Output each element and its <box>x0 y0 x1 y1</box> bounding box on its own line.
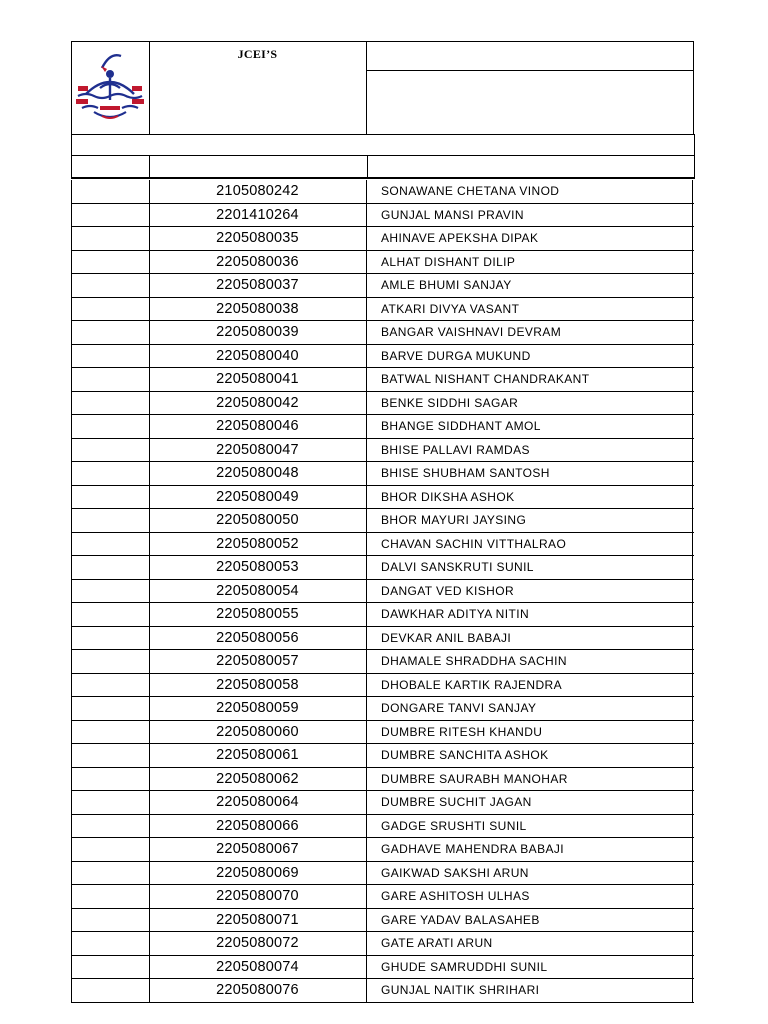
student-name-cell: DUMBRE SANCHITA ASHOK <box>367 744 693 767</box>
serial-cell <box>71 321 150 344</box>
roll-number-cell: 2205080054 <box>149 580 367 603</box>
student-name-cell: DALVI SANSKRUTI SUNIL <box>367 556 693 579</box>
serial-cell <box>71 979 150 1002</box>
table-row <box>71 956 694 980</box>
serial-cell <box>71 556 150 579</box>
serial-cell <box>71 674 150 697</box>
serial-cell <box>71 392 150 415</box>
student-name-cell: GHUDE SAMRUDDHI SUNIL <box>367 956 693 979</box>
table-row <box>71 838 694 862</box>
serial-cell <box>71 838 150 861</box>
college-emblem-icon <box>72 42 149 135</box>
table-row <box>71 486 694 510</box>
table-row <box>71 744 694 768</box>
serial-cell <box>71 462 150 485</box>
serial-cell <box>71 415 150 438</box>
serial-cell <box>71 180 150 203</box>
serial-cell <box>71 439 150 462</box>
roll-number-cell: 2205080037 <box>149 274 367 297</box>
roll-number-cell: 2205080046 <box>149 415 367 438</box>
student-rows <box>71 180 694 1003</box>
serial-cell <box>71 627 150 650</box>
student-name-cell: DEVKAR ANIL BABAJI <box>367 627 693 650</box>
table-row <box>71 439 694 463</box>
roll-number-cell: 2205080035 <box>149 227 367 250</box>
table-row <box>71 227 694 251</box>
table-row <box>71 697 694 721</box>
student-name-cell: GARE YADAV BALASAHEB <box>367 909 693 932</box>
student-name-cell: GARE ASHITOSH ULHAS <box>367 885 693 908</box>
roll-number-cell: 2205080038 <box>149 298 367 321</box>
student-name-cell: DHOBALE KARTIK RAJENDRA <box>367 674 693 697</box>
table-row <box>71 627 694 651</box>
serial-cell <box>71 486 150 509</box>
serial-cell <box>71 227 150 250</box>
serial-cell <box>71 274 150 297</box>
table-row <box>71 932 694 956</box>
student-name-cell: SONAWANE CHETANA VINOD <box>367 180 693 203</box>
roll-number-cell: 2205080069 <box>149 862 367 885</box>
table-row <box>71 204 694 228</box>
table-row <box>71 768 694 792</box>
header-right-top-cell <box>367 41 694 71</box>
header-right-bottom-cell <box>367 70 694 134</box>
student-name-cell: GUNJAL NAITIK SHRIHARI <box>367 979 693 1002</box>
student-name-cell: DUMBRE RITESH KHANDU <box>367 721 693 744</box>
roll-number-cell: 2105080242 <box>149 180 367 203</box>
header-band <box>71 134 695 156</box>
roll-number-cell: 2205080059 <box>149 697 367 720</box>
table-row <box>71 392 694 416</box>
student-name-cell: BARVE DURGA MUKUND <box>367 345 693 368</box>
roll-number-cell: 2201410264 <box>149 204 367 227</box>
serial-cell <box>71 932 150 955</box>
table-row <box>71 321 694 345</box>
roll-number-cell: 2205080039 <box>149 321 367 344</box>
table-row <box>71 180 694 204</box>
roll-number-cell: 2205080060 <box>149 721 367 744</box>
roll-number-cell: 2205080076 <box>149 979 367 1002</box>
student-list-sheet <box>71 41 694 1002</box>
roll-number-cell: 2205080074 <box>149 956 367 979</box>
serial-cell <box>71 744 150 767</box>
student-name-cell: GADGE SRUSHTI SUNIL <box>367 815 693 838</box>
table-row <box>71 368 694 392</box>
serial-cell <box>71 956 150 979</box>
serial-cell <box>71 533 150 556</box>
serial-cell <box>71 345 150 368</box>
student-name-cell: BHOR MAYURI JAYSING <box>367 509 693 532</box>
roll-number-cell: 2205080072 <box>149 932 367 955</box>
table-row <box>71 274 694 298</box>
roll-number-cell: 2205080067 <box>149 838 367 861</box>
table-row <box>71 415 694 439</box>
title-cell <box>149 41 367 135</box>
student-name-cell: ATKARI DIVYA VASANT <box>367 298 693 321</box>
roll-number-cell: 2205080052 <box>149 533 367 556</box>
table-row <box>71 462 694 486</box>
student-name-cell: BHISE PALLAVI RAMDAS <box>367 439 693 462</box>
roll-number-cell: 2205080062 <box>149 768 367 791</box>
roll-number-cell: 2205080041 <box>149 368 367 391</box>
serial-cell <box>71 251 150 274</box>
table-row <box>71 791 694 815</box>
serial-cell <box>71 721 150 744</box>
table-row <box>71 556 694 580</box>
roll-number-cell: 2205080053 <box>149 556 367 579</box>
roll-number-cell: 2205080047 <box>149 439 367 462</box>
serial-cell <box>71 885 150 908</box>
roll-number-cell: 2205080056 <box>149 627 367 650</box>
student-name-cell: GATE ARATI ARUN <box>367 932 693 955</box>
roll-number-cell: 2205080050 <box>149 509 367 532</box>
table-row <box>71 909 694 933</box>
student-name-cell: BATWAL NISHANT CHANDRAKANT <box>367 368 693 391</box>
roll-number-cell: 2205080055 <box>149 603 367 626</box>
serial-cell <box>71 509 150 532</box>
roll-number-cell: 2205080057 <box>149 650 367 673</box>
student-name-cell: DUMBRE SUCHIT JAGAN <box>367 791 693 814</box>
student-name-cell: AHINAVE APEKSHA DIPAK <box>367 227 693 250</box>
serial-cell <box>71 580 150 603</box>
student-name-cell: GADHAVE MAHENDRA BABAJI <box>367 838 693 861</box>
student-name-cell: ALHAT DISHANT DILIP <box>367 251 693 274</box>
student-name-cell: DHAMALE SHRADDHA SACHIN <box>367 650 693 673</box>
serial-cell <box>71 697 150 720</box>
college-name: JCEI’S <box>237 47 278 61</box>
serial-cell <box>71 909 150 932</box>
roll-number-cell: 2205080071 <box>149 909 367 932</box>
table-row <box>71 509 694 533</box>
student-name-cell: DUMBRE SAURABH MANOHAR <box>367 768 693 791</box>
table-row <box>71 862 694 886</box>
serial-cell <box>71 650 150 673</box>
serial-cell <box>71 862 150 885</box>
serial-cell <box>71 768 150 791</box>
student-name-cell: GUNJAL MANSI PRAVIN <box>367 204 693 227</box>
student-name-cell: BANGAR VAISHNAVI DEVRAM <box>367 321 693 344</box>
student-name-cell: BHANGE SIDDHANT AMOL <box>367 415 693 438</box>
student-name-cell: DAWKHAR ADITYA NITIN <box>367 603 693 626</box>
serial-cell <box>71 815 150 838</box>
column-header-row <box>71 156 695 179</box>
student-name-cell: CHAVAN SACHIN VITTHALRAO <box>367 533 693 556</box>
sheet-header <box>71 41 694 135</box>
roll-number-cell: 2205080042 <box>149 392 367 415</box>
roll-number-cell: 2205080048 <box>149 462 367 485</box>
table-row <box>71 345 694 369</box>
roll-number-cell: 2205080049 <box>149 486 367 509</box>
table-row <box>71 979 694 1003</box>
table-row <box>71 815 694 839</box>
serial-cell <box>71 603 150 626</box>
student-name-cell: AMLE BHUMI SANJAY <box>367 274 693 297</box>
serial-cell <box>71 791 150 814</box>
roll-number-cell: 2205080040 <box>149 345 367 368</box>
serial-cell <box>71 298 150 321</box>
table-row <box>71 580 694 604</box>
table-row <box>71 674 694 698</box>
serial-cell <box>71 204 150 227</box>
roll-number-cell: 2205080036 <box>149 251 367 274</box>
student-name-cell: DONGARE TANVI SANJAY <box>367 697 693 720</box>
roll-number-cell: 2205080064 <box>149 791 367 814</box>
roll-number-cell: 2205080070 <box>149 885 367 908</box>
roll-number-cell: 2205080058 <box>149 674 367 697</box>
serial-cell <box>71 368 150 391</box>
student-name-cell: BENKE SIDDHI SAGAR <box>367 392 693 415</box>
roll-number-cell: 2205080061 <box>149 744 367 767</box>
student-name-cell: BHOR DIKSHA ASHOK <box>367 486 693 509</box>
roll-number-cell: 2205080066 <box>149 815 367 838</box>
student-name-cell: DANGAT VED KISHOR <box>367 580 693 603</box>
table-row <box>71 298 694 322</box>
table-row <box>71 251 694 275</box>
student-name-cell: GAIKWAD SAKSHI ARUN <box>367 862 693 885</box>
logo-cell <box>71 41 150 135</box>
table-row <box>71 885 694 909</box>
table-row <box>71 533 694 557</box>
table-row <box>71 721 694 745</box>
student-name-cell: BHISE SHUBHAM SANTOSH <box>367 462 693 485</box>
table-row <box>71 603 694 627</box>
table-row <box>71 650 694 674</box>
